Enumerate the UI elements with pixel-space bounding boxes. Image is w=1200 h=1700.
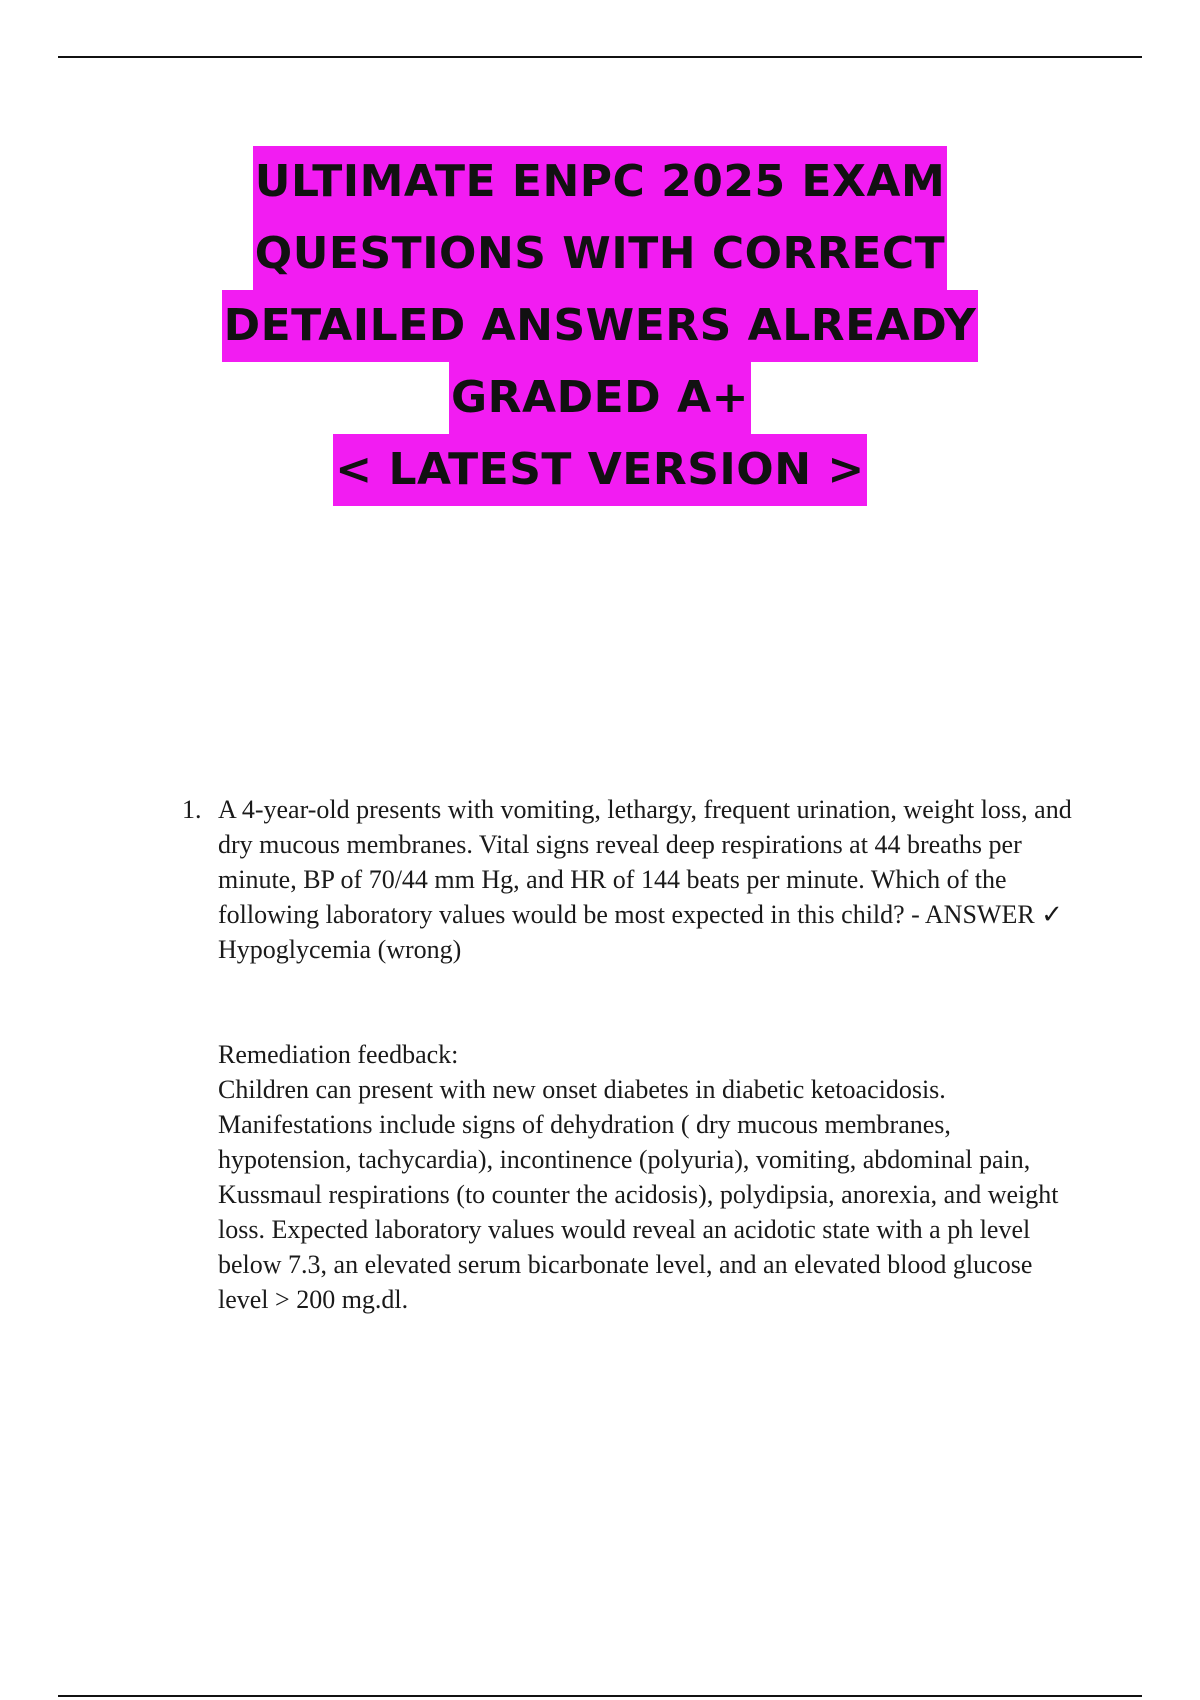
bottom-rule: [58, 1695, 1142, 1697]
title-line-text: < LATEST VERSION >: [333, 434, 866, 506]
title-line-text: QUESTIONS WITH CORRECT: [253, 218, 947, 290]
question-text: A 4-year-old presents with vomiting, lethargy, frequent urination, weight loss, and dry mucous membranes. Vital signs reveal deep respirations at 44 breaths per minute, BP of 70/44 mm Hg, and HR of 144 beats per minute. Which of the following laboratory values would be most expected in this child? - ANSWER ✓ Hypoglycemia (wrong): [218, 795, 1072, 964]
title-line-text: DETAILED ANSWERS ALREADY: [222, 290, 979, 362]
feedback-label: Remediation feedback:: [218, 1040, 459, 1069]
title-line: [0, 290, 1200, 362]
remediation-feedback: [218, 1037, 1078, 1317]
feedback-text: Children can present with new onset diabetes in diabetic ketoacidosis. Manifestations include signs of dehydration ( dry mucous membranes, hypotension, tachycardia), incontinence (polyuria), vomiting, abdominal pain, Kussmaul respirations (to counter the acidosis), polydipsia, anorexia, and weight loss. Expected laboratory values would reveal an acidotic state with a ph level below 7.3, an elevated serum bicarbonate level, and an elevated blood glucose level > 200 mg.dl.: [218, 1075, 1059, 1314]
title-line-text: ULTIMATE ENPC 2025 EXAM: [253, 146, 948, 218]
title-line-text: GRADED A+: [449, 362, 751, 434]
title-line: [0, 434, 1200, 506]
title-line: [0, 362, 1200, 434]
question-list: [182, 792, 1078, 1317]
title-line: [0, 218, 1200, 290]
document-title: [0, 146, 1200, 506]
title-line: [0, 146, 1200, 218]
question-item: [182, 792, 1078, 1317]
top-rule: [58, 56, 1142, 58]
question-number: 1.: [182, 795, 202, 824]
